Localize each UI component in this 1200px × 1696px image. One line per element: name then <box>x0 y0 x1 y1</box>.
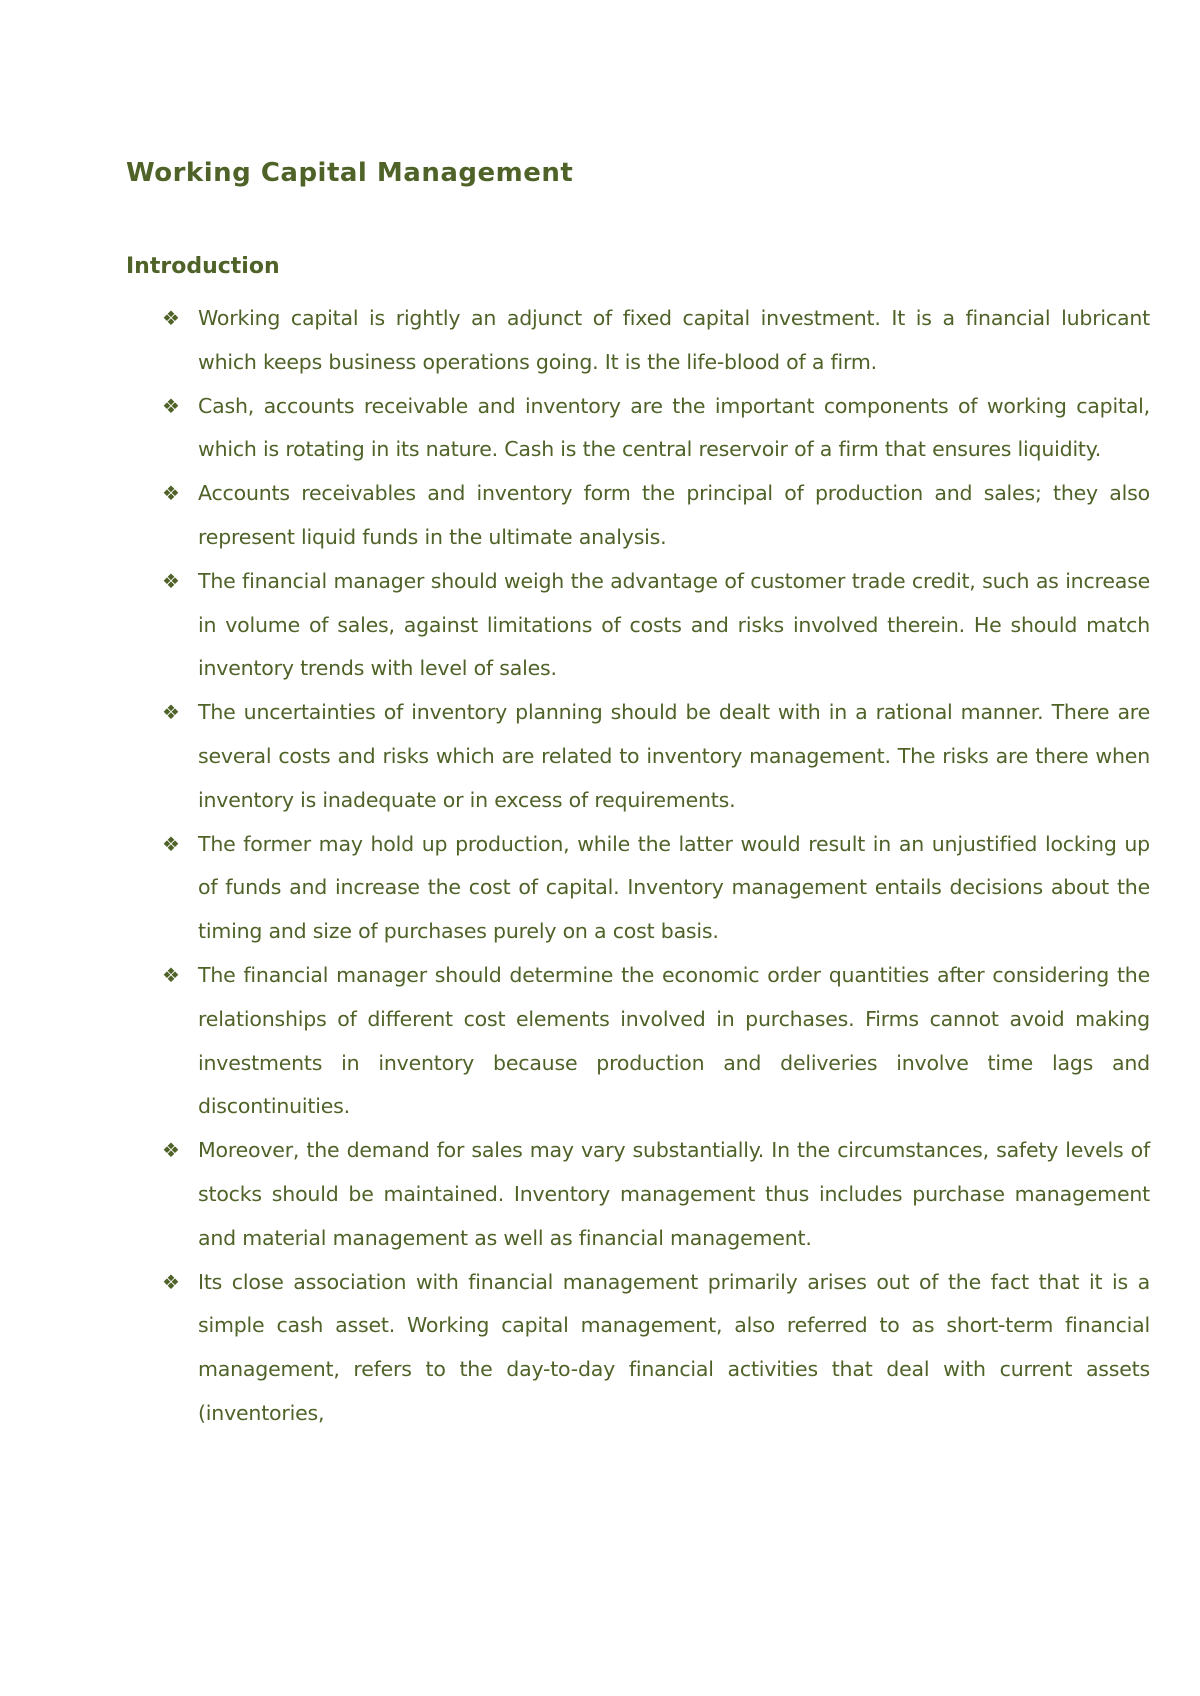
list-item <box>162 823 1150 954</box>
list-item <box>162 1129 1150 1260</box>
bullet-list <box>162 297 1150 1436</box>
diamond-bullet-icon: ❖ <box>162 1138 180 1163</box>
section-heading-introduction: Introduction <box>126 254 280 279</box>
diamond-bullet-icon: ❖ <box>162 481 180 506</box>
list-item-text: The uncertainties of inventory planning should be dealt with in a rational manner. There are several costs and risks which are related to inventory management. The risks are there when inventory is inadequate or in excess of requirements. <box>198 700 1150 812</box>
diamond-bullet-icon: ❖ <box>162 700 180 725</box>
list-item <box>162 560 1150 691</box>
diamond-bullet-icon: ❖ <box>162 962 180 987</box>
list-item-text: Moreover, the demand for sales may vary substantially. In the circumstances, safety levels of stocks should be maintained. Inventory management thus includes purchase management and material management as well as financial management. <box>198 1138 1150 1250</box>
list-item-text: Working capital is rightly an adjunct of fixed capital investment. It is a financial lubricant which keeps business operations going. It is the life-blood of a firm. <box>198 306 1150 374</box>
page-title: Working Capital Management <box>126 158 574 188</box>
list-item <box>162 954 1150 1129</box>
list-item-text: The former may hold up production, while the latter would result in an unjustified locking up of funds and increase the cost of capital. Inventory management entails decisions about the timing and size of purchases purely on a cost basis. <box>198 831 1150 944</box>
list-item <box>162 385 1150 473</box>
diamond-bullet-icon: ❖ <box>162 568 180 593</box>
list-item <box>162 1261 1150 1436</box>
list-item <box>162 472 1150 560</box>
diamond-bullet-icon: ❖ <box>162 306 180 330</box>
diamond-bullet-icon: ❖ <box>162 831 180 856</box>
list-item-text: Cash, accounts receivable and inventory are the important components of working capital, which is rotating in its nature. Cash is the central reservoir of a firm that ensures liquidity. <box>198 393 1150 462</box>
list-item-text: The financial manager should weigh the advantage of customer trade credit, such as increase in volume of sales, against limitations of costs and risks involved therein. He should match inventory trends with level of sales. <box>198 568 1150 681</box>
list-item-text: The financial manager should determine the economic order quantities after considering the relationships of different cost elements involved in purchases. Firms cannot avoid making investments in inventory because production and deliveries involve time lags and discontinuities. <box>198 962 1150 1119</box>
diamond-bullet-icon: ❖ <box>162 393 180 418</box>
list-item-text: Its close association with financial management primarily arises out of the fact that it is a simple cash asset. Working capital management, also referred to as short-term financial management, refers to the day-to-day financial activities that deal with current assets (inventories, <box>198 1269 1150 1425</box>
list-item <box>162 297 1150 385</box>
diamond-bullet-icon: ❖ <box>162 1269 180 1294</box>
list-item-text: Accounts receivables and inventory form the principal of production and sales; they also represent liquid funds in the ultimate analysis. <box>198 481 1150 549</box>
list-item <box>162 691 1150 822</box>
